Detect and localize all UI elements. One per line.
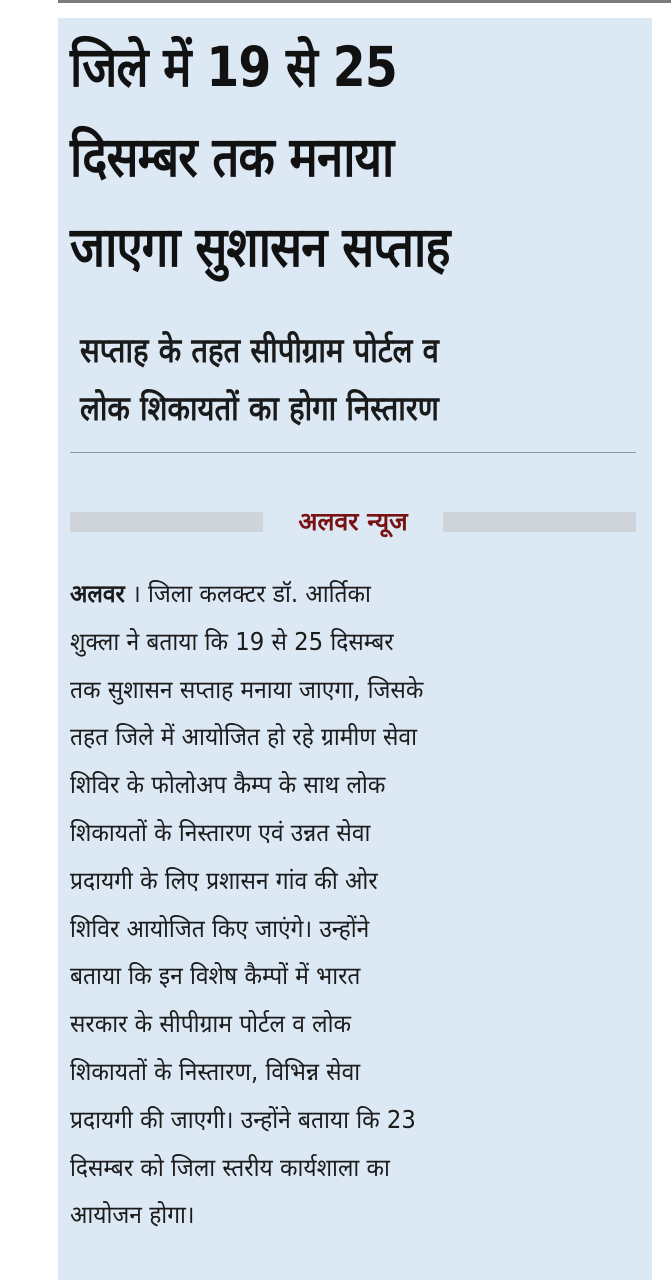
headline-line: जिले में 19 से 25 bbox=[70, 35, 397, 99]
article-line: दिसम्बर को जिला स्तरीय कार्यशाला का bbox=[70, 1152, 390, 1182]
article-line: प्रदायगी के लिए प्रशासन गांव की ओर bbox=[70, 865, 378, 895]
article-line: शुक्ला ने बताया कि 19 से 25 दिसम्बर bbox=[70, 626, 394, 656]
top-rule bbox=[58, 0, 671, 3]
article-line: सरकार के सीपीग्राम पोर्टल व लोक bbox=[70, 1009, 351, 1039]
article-line: आयोजन होगा। bbox=[70, 1200, 195, 1230]
article-line: तहत जिले में आयोजित हो रहे ग्रामीण सेवा bbox=[70, 722, 418, 752]
subheadline-line: लोक शिकायतों का होगा निस्तारण bbox=[80, 389, 439, 429]
article-line: तक सुशासन सप्ताह मनाया जाएगा, जिसके bbox=[70, 674, 424, 704]
article-line: प्रदायगी की जाएगी। उन्होंने बताया कि 23 bbox=[70, 1104, 416, 1134]
article-line: बताया कि इन विशेष कैम्पों में भारत bbox=[70, 961, 361, 991]
subheadline bbox=[80, 322, 562, 438]
article-line: शिविर के फोलोअप कैम्प के साथ लोक bbox=[70, 770, 386, 800]
dateline: अलवर bbox=[70, 579, 125, 608]
article-line: शिकायतों के निस्तारण एवं उन्नत सेवा bbox=[70, 817, 371, 847]
article-line bbox=[70, 570, 609, 618]
subheadline-line: सप्ताह के तहत सीपीग्राम पोर्टल व bbox=[80, 331, 439, 371]
headline-line: जाएगा सुशासन सप्ताह bbox=[70, 215, 450, 279]
article-line: शिकायतों के निस्तारण, विभिन्न सेवा bbox=[70, 1056, 361, 1086]
byline: अलवर न्यूज bbox=[263, 500, 443, 544]
headline bbox=[70, 22, 567, 292]
divider bbox=[70, 452, 636, 453]
article-body bbox=[70, 570, 650, 1239]
article-first-line-text: । जिला कलक्टर डॉ. आर्तिका bbox=[124, 579, 371, 608]
headline-line: दिसम्बर तक मनाया bbox=[70, 125, 394, 189]
article-line: शिविर आयोजित किए जाएंगे। उन्होंने bbox=[70, 913, 370, 943]
